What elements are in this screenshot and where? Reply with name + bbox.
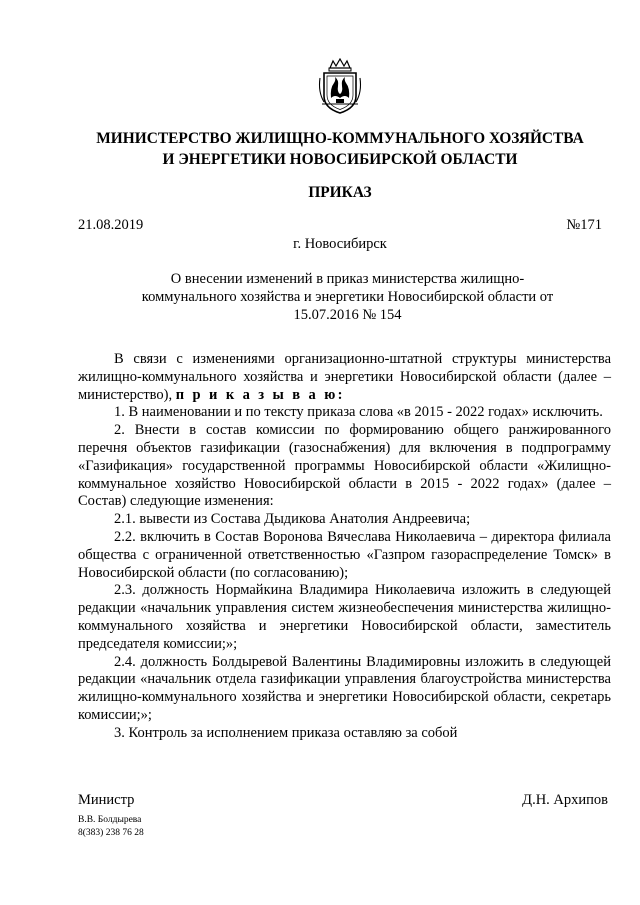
executor-phone: 8(383) 238 76 28 xyxy=(78,828,144,838)
document-number: №171 xyxy=(566,217,602,233)
item-2-1: 2.1. вывести из Состава Дыдикова Анатолия Андреевича; xyxy=(114,511,471,528)
subject-line-1: О внесении изменений в приказ министерства жилищно- xyxy=(170,271,525,287)
ministry-line-2: И ЭНЕРГЕТИКИ НОВОСИБИРСКОЙ ОБЛАСТИ xyxy=(162,151,518,168)
item-2-2: 2.2. включить в Состав Воронова Вячеслава Николаевича – директора филиала общества с ограниченной ответственностью «Газпром газораспределение Томск» в Новосибирской области (по согласованию); xyxy=(78,528,611,581)
intro-paragraph xyxy=(78,351,611,404)
executor-info xyxy=(78,814,144,840)
item-3: 3. Контроль за исполнением приказа оставляю за собой xyxy=(114,724,458,741)
item-2-3: 2.3. должность Нормайкина Владимира Николаевича изложить в следующей редакции «начальник управления систем жизнеобеспечения министерства жилищно-коммунального хозяйства и энергетики Новосибирской области, заместитель председателя комиссии;»; xyxy=(78,582,611,652)
subject-line-2: коммунального хозяйства и энергетики Новосибирской области от xyxy=(141,289,554,305)
intro-text: В связи с изменениями организационно-штатной структуры министерства жилищно-коммунального хозяйства и энергетики Новосибирской области (далее – министерство), xyxy=(78,351,611,403)
item-2: 2. Внести в состав комиссии по формированию общего ранжированного перечня объектов газификации (газоснабжения) для включения в подпрограмму «Газификация» государственной программы Новосибирской области «Жилищно-коммунальное хозяйство Новосибирской области в 2015 - 2022 годах» (далее – Состав) следующие изменения: xyxy=(78,422,611,510)
decree-word: п р и к а з ы в а ю: xyxy=(175,386,345,403)
coat-of-arms-icon xyxy=(316,58,364,116)
subject-line-3: 15.07.2016 № 154 xyxy=(293,307,402,323)
document-body xyxy=(78,351,611,743)
document-type: ПРИКАЗ xyxy=(308,184,372,201)
signatory-title: Министр xyxy=(78,792,135,808)
document-city: г. Новосибирск xyxy=(293,236,387,252)
executor-name: В.В. Болдырева xyxy=(78,815,142,825)
item-2-4: 2.4. должность Болдыревой Валентины Владимировны изложить в следующей редакции «начальник отдела газификации управления благоустройства министерства жилищно-коммунального хозяйства и энергетики Новосибирской области, секретарь комиссии;»; xyxy=(78,653,611,723)
ministry-line-1: МИНИСТЕРСТВО ЖИЛИЩНО-КОММУНАЛЬНОГО ХОЗЯЙСТВА xyxy=(96,130,584,147)
document-date: 21.08.2019 xyxy=(78,217,144,233)
ministry-name xyxy=(60,128,620,170)
document-subject xyxy=(135,270,560,324)
item-1: 1. В наименовании и по тексту приказа слова «в 2015 - 2022 годах» исключить. xyxy=(114,404,603,421)
signatory-name: Д.Н. Архипов xyxy=(522,792,608,808)
